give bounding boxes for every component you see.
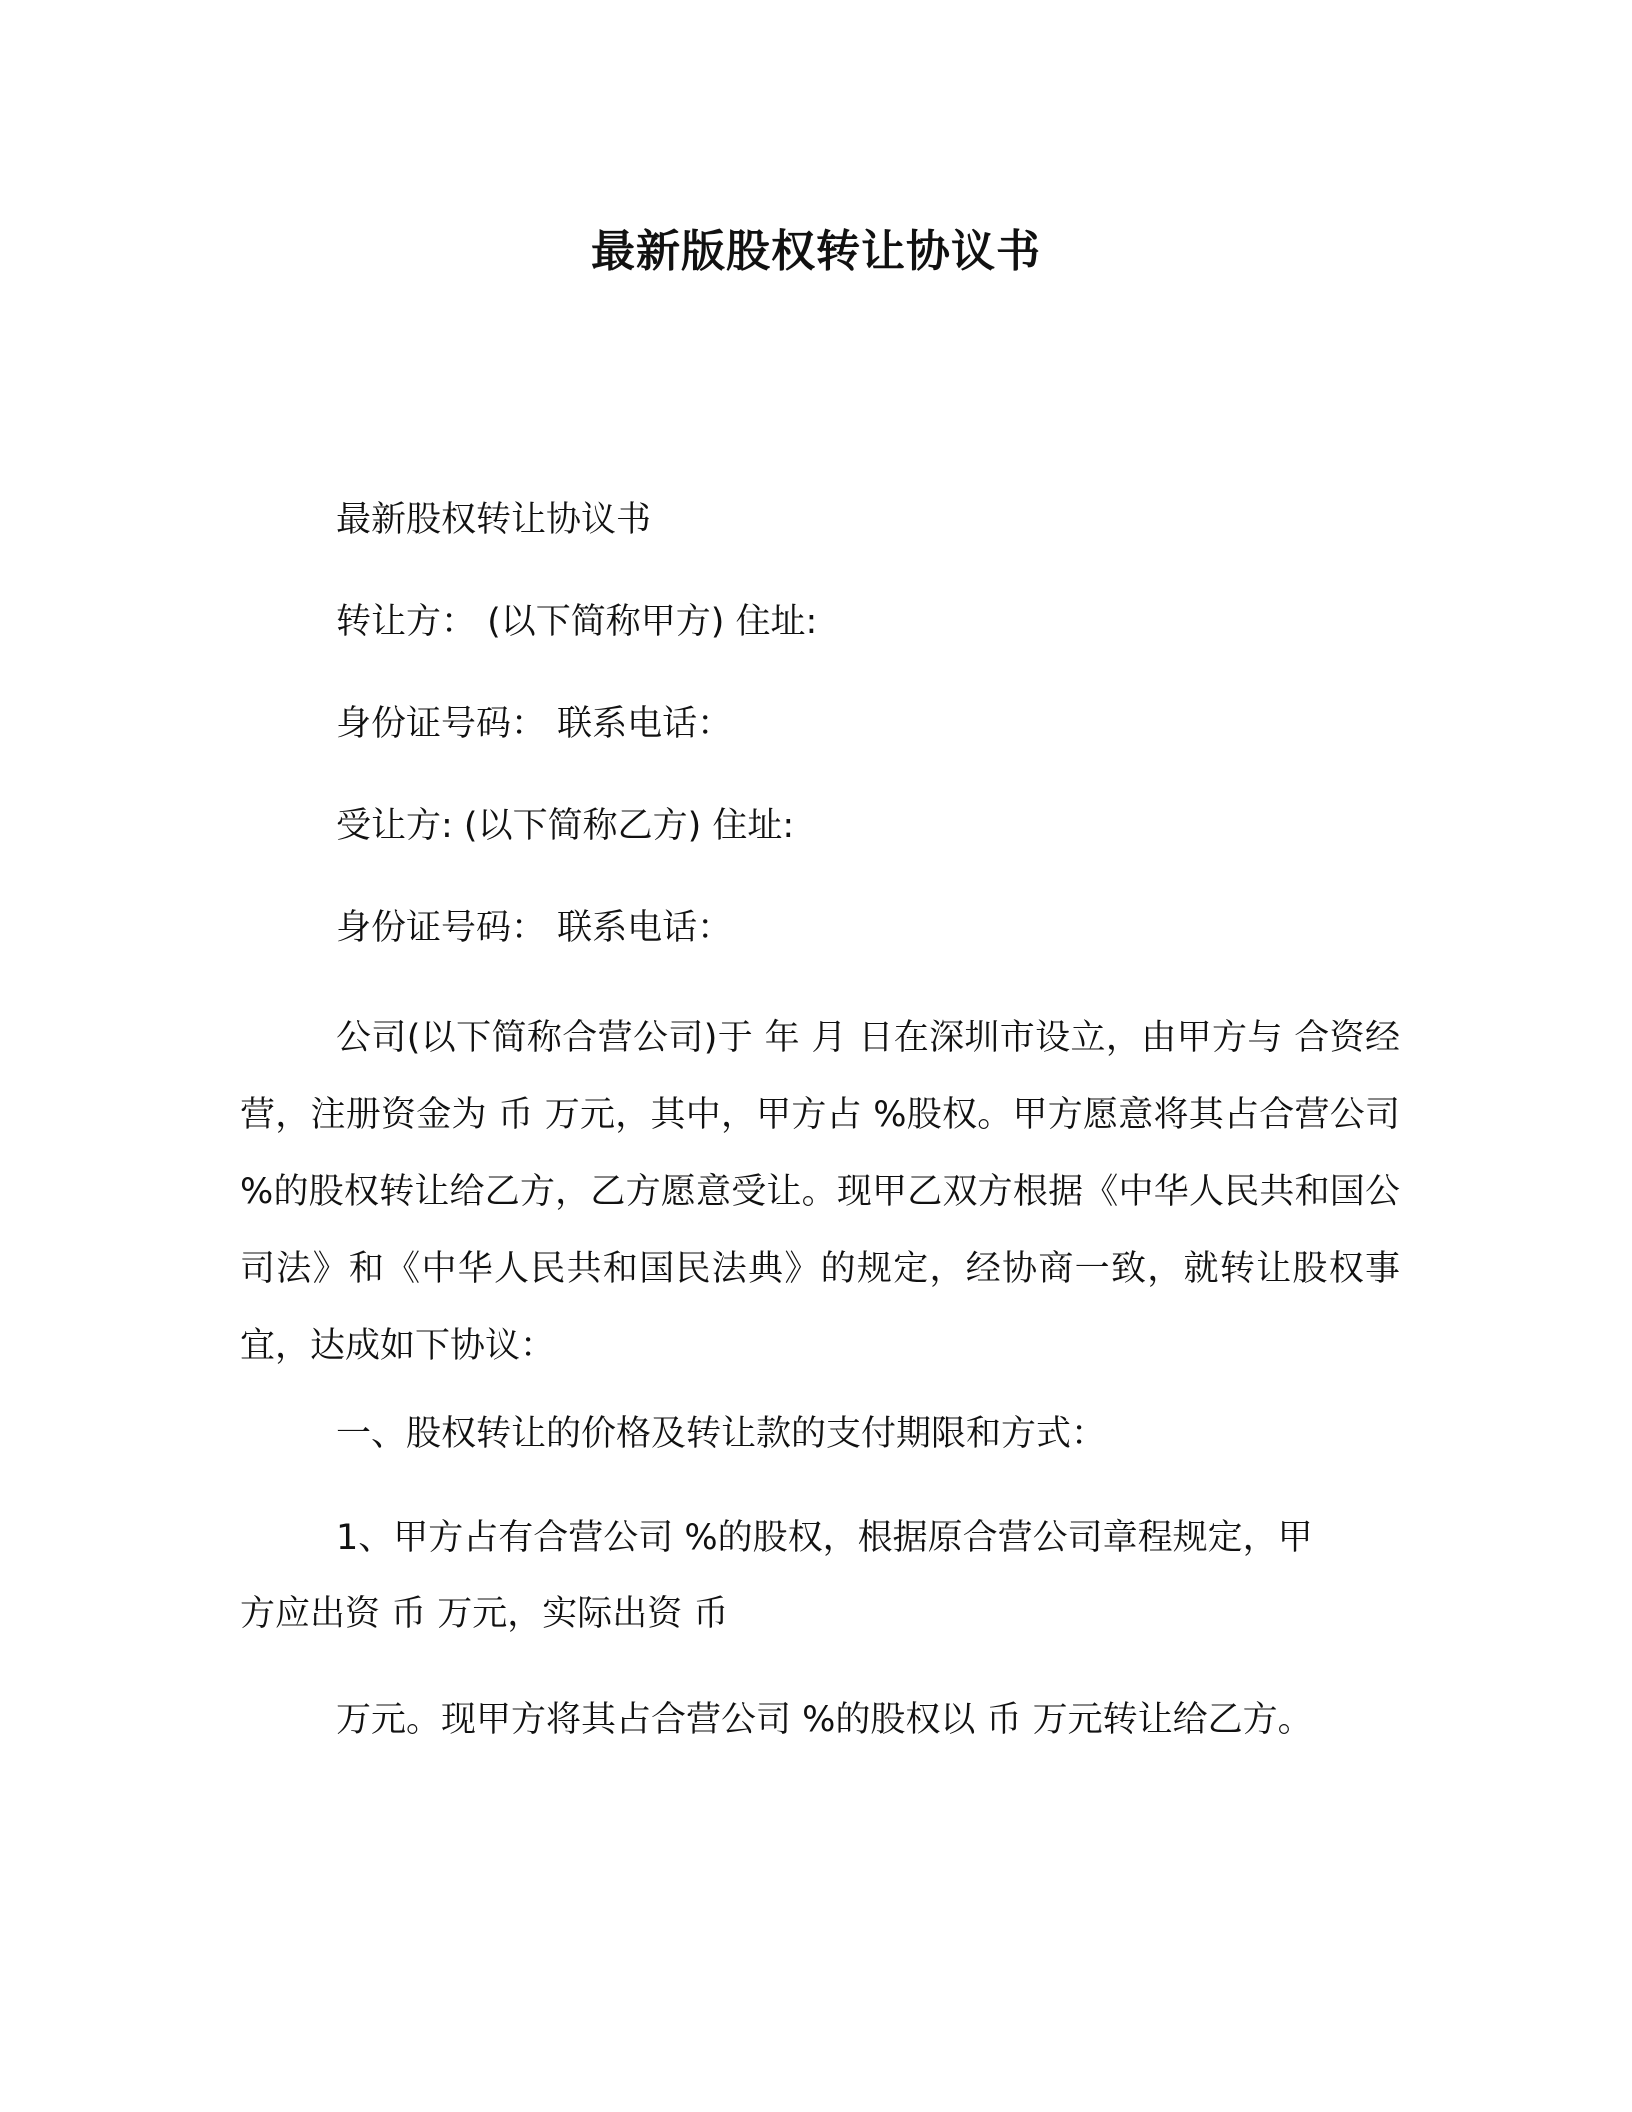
intro-paragraph: 公司(以下简称合营公司)于 年 月 日在深圳市设立，由甲方与 合资经营，注册资金为 币 万元，其中，甲方占 %股权。甲方愿意将其占合营公司 %的股权转让给乙方，乙方愿意受让。现甲乙双方根据《中华人民共和国公司法》和《中华人民共和国民法典》的规定，经协商一致，就转让股权事宜，达成如下协议：	[240, 1018, 1400, 1366]
transferee-line: 受让方: (以下简称乙方) 住址:	[336, 806, 795, 846]
clause1-continuation: 万元。现甲方将其占合营公司 %的股权以 币 万元转让给乙方。	[336, 1700, 1313, 1740]
transferor-id-line: 身份证号码： 联系电话：	[336, 704, 733, 744]
clause1-line2: 方应出资 币 万元，实际出资 币	[240, 1594, 729, 1634]
section1-heading: 一、股权转让的价格及转让款的支付期限和方式：	[336, 1414, 1107, 1454]
transferee-id-line: 身份证号码： 联系电话：	[336, 908, 733, 948]
transferor-line: 转让方： (以下简称甲方) 住址:	[336, 602, 818, 642]
document-title: 最新版股权转让协议书	[591, 226, 1041, 277]
clause1-line1: 1、甲方占有合营公司 %的股权，根据原合营公司章程规定，甲	[336, 1518, 1313, 1558]
agreement-subtitle: 最新股权转让协议书	[336, 500, 652, 540]
